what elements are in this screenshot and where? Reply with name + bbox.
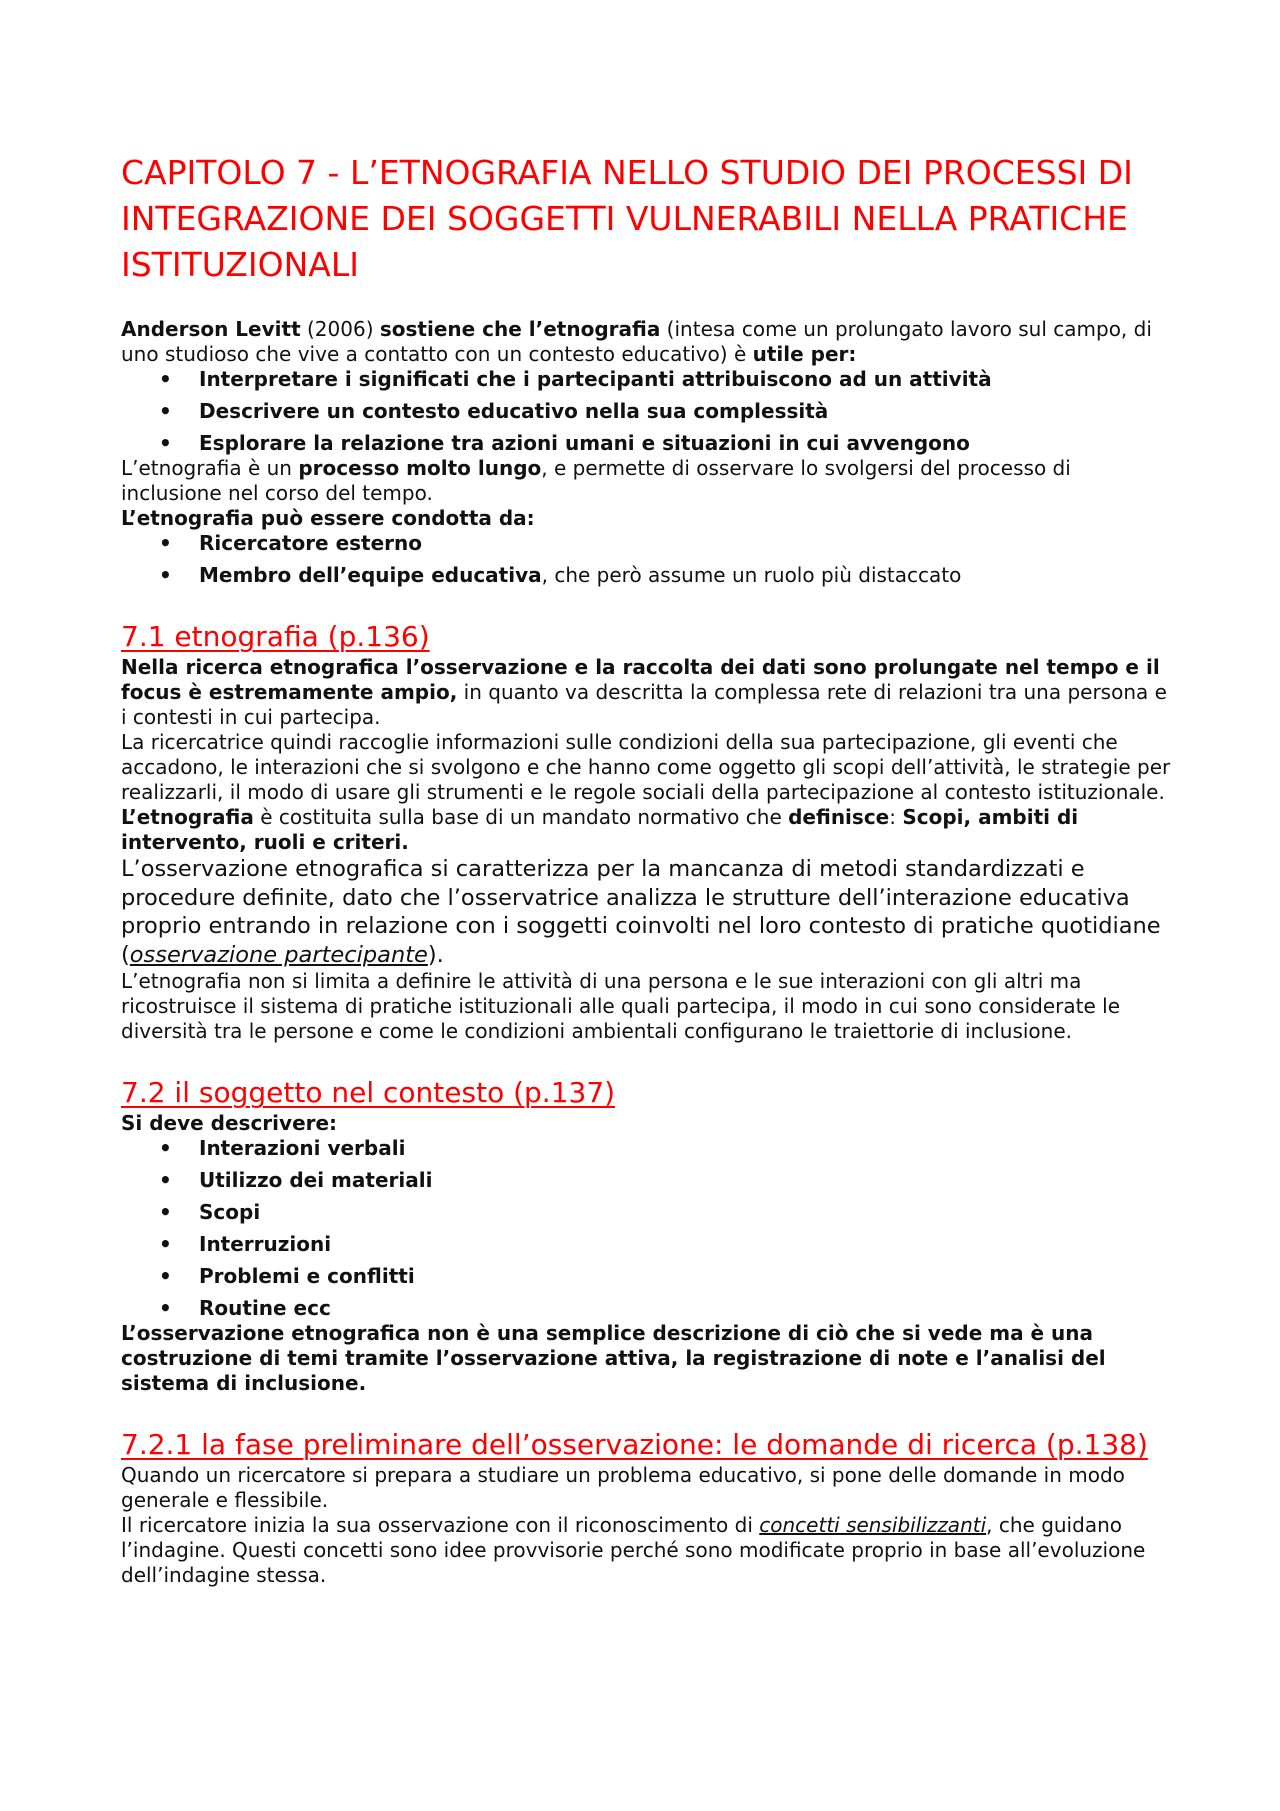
list-item: • Utilizzo dei materiali — [159, 1168, 433, 1192]
s72-conclusion: L’osservazione etnografica non è una semplice descrizione di ciò che si vede ma è una costruzione di temi tramite l’osservazione attiva, la registrazione di note e l’analisi del sistema di inclusione. — [121, 1321, 1106, 1395]
bullet-icon: • — [159, 1168, 172, 1192]
section-heading-7-2: 7.2 il soggetto nel contesto (p.137) — [121, 1076, 616, 1109]
list-item: • Ricercatore esterno — [159, 531, 423, 555]
bullet-icon: • — [159, 1296, 172, 1320]
s71-paragraph-3: L’etnografia è costituita sulla base di un mandato normativo che definisce: Scopi, ambiti di intervento, ruoli e criteri. — [121, 805, 1079, 854]
bullet-icon: • — [159, 531, 172, 555]
list-item: • Interazioni verbali — [159, 1136, 406, 1160]
s72-lead: Si deve descrivere: — [121, 1111, 338, 1135]
process-paragraph: L’etnografia è un processo molto lungo, e permette di osservare lo svolgersi del processo di inclusione nel corso del tempo. — [121, 456, 1071, 505]
list-item: • Descrivere un contesto educativo nella sua complessità — [159, 399, 829, 423]
observation-term: osservazione partecipante — [129, 941, 428, 968]
intro-claim: sostiene che l’etnografia — [379, 317, 661, 341]
list-item: • Esplorare la relazione tra azioni umani e situazioni in cui avvengono — [159, 431, 970, 455]
intro-useful: utile per: — [752, 342, 857, 366]
list-item: • Routine ecc — [159, 1296, 331, 1320]
conductors-list — [121, 531, 1171, 588]
list-item: • Interpretare i significati che i partecipanti attribuiscono ad un attività — [159, 367, 992, 391]
bullet-icon: • — [159, 431, 172, 455]
section-heading-7-2-1: 7.2.1 la fase preliminare dell’osservazione: le domande di ricerca (p.138) — [121, 1428, 1148, 1461]
describe-list — [121, 1136, 1171, 1321]
bullet-icon: • — [159, 1136, 172, 1160]
intro-author: Anderson Levitt — [121, 317, 301, 341]
conducted-by-label: L’etnografia può essere condotta da: — [121, 506, 535, 530]
intro-year: (2006) — [300, 317, 380, 341]
intro-paragraph — [121, 317, 1171, 367]
list-item: • Membro dell’equipe educativa, che però assume un ruolo più distaccato — [159, 563, 962, 587]
s71-paragraph-5: L’etnografia non si limita a definire le attività di una persona e le sue interazioni con gli altri ma ricostruisce il sistema di pratiche istituzionali alle quali partecipa, il modo in cui sono considerate le diversità tra le persone e come le condizioni ambientali configurano le traiettorie di inclusione. — [121, 969, 1120, 1043]
bullet-icon: • — [159, 1200, 172, 1224]
s71-paragraph-4: L’osservazione etnografica si caratterizza per la mancanza di metodi standardizzati e procedure definite, dato che l’osservatrice analizza le strutture dell’interazione educativa proprio entrando in relazione con i soggetti coinvolti nel loro contesto di pratiche quotidiane (osservazione partecipante). — [121, 856, 1161, 968]
list-item: • Scopi — [159, 1200, 261, 1224]
bullet-icon: • — [159, 1264, 172, 1288]
s721-paragraph-2: Il ricercatore inizia la sua osservazione con il riconoscimento di concetti sensibilizzanti, che guidano l’indagine. Questi concetti sono idee provvisorie perché sono modificate proprio in base all’evoluzione dell’indagine stessa. — [121, 1513, 1146, 1587]
section-heading-7-1: 7.1 etnografia (p.136) — [121, 620, 430, 653]
chapter-title: CAPITOLO 7 - L’ETNOGRAFIA NELLO STUDIO DEI PROCESSI DI INTEGRAZIONE DEI SOGGETTI VULNERABILI NELLA PRATICHE ISTITUZIONALI — [121, 153, 1133, 284]
document-page — [121, 150, 1171, 1588]
list-item: • Interruzioni — [159, 1232, 332, 1256]
bullet-icon: • — [159, 563, 172, 587]
bullet-icon: • — [159, 367, 172, 391]
sensitizing-concepts-term: concetti sensibilizzanti — [759, 1513, 987, 1537]
s71-paragraph-1: Nella ricerca etnografica l’osservazione e la raccolta dei dati sono prolungate nel tempo e il focus è estremamente ampio, in quanto va descritta la complessa rete di relazioni tra una persona e i contesti in cui partecipa. — [121, 655, 1167, 729]
intro-gloss: (intesa come un prolungato lavoro sul campo, di uno studioso che vive a contatto con un contesto educativo) è — [121, 317, 1152, 366]
s71-paragraph-2: La ricercatrice quindi raccoglie informazioni sulle condizioni della sua partecipazione, gli eventi che accadono, le interazioni che si svolgono e che hanno come oggetto gli scopi dell’attività, le strategie per realizzarli, il modo di usare gli strumenti e le regole sociali della partecipazione al contesto istituzionale. — [121, 730, 1171, 804]
list-item: • Problemi e conflitti — [159, 1264, 415, 1288]
s721-paragraph-1: Quando un ricercatore si prepara a studiare un problema educativo, si pone delle domande in modo generale e flessibile. — [121, 1463, 1125, 1512]
bullet-icon: • — [159, 1232, 172, 1256]
bullet-icon: • — [159, 399, 172, 423]
uses-list — [121, 367, 1171, 456]
